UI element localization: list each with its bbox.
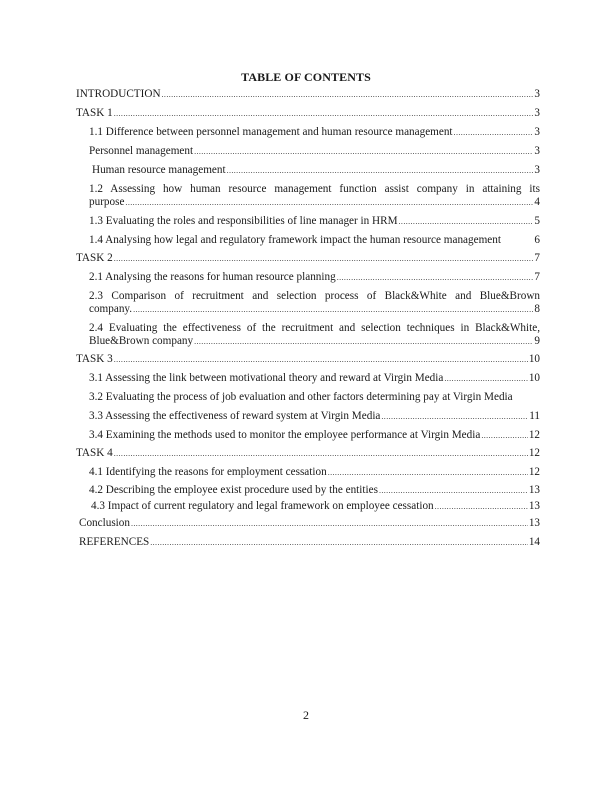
toc-entry-3-1[interactable]	[89, 372, 540, 385]
toc-entry-task-3[interactable]	[76, 353, 540, 366]
toc-entry-1-4[interactable]	[89, 234, 540, 247]
toc-entry-text: TASK 2	[76, 252, 113, 264]
toc-entry-text: 2.1 Analysing the reasons for human resource planning	[89, 271, 336, 283]
toc-entry-text: Conclusion	[79, 517, 130, 529]
toc-entry-personnel-management[interactable]	[89, 145, 540, 158]
toc-entry-4-3[interactable]	[91, 500, 540, 513]
leader-dots	[328, 466, 528, 479]
toc-entry-text-line-1: 1.2 Assessing how human resource management function assist company in attaining its	[89, 183, 540, 195]
leader-dots	[133, 303, 533, 316]
leader-dots	[114, 447, 528, 460]
toc-entry-task-2[interactable]	[76, 252, 540, 265]
toc-entry-text: 4.2 Describing the employee exist procedure used by the entities	[89, 484, 378, 496]
leader-dots	[381, 410, 528, 423]
toc-entry-page: 3	[534, 164, 540, 176]
leader-dots	[399, 215, 534, 228]
toc-entry-page: 12	[528, 429, 540, 441]
leader-dots	[194, 145, 533, 158]
toc-entry-page: 12	[528, 447, 540, 459]
toc-entry-2-4[interactable]	[89, 322, 540, 348]
toc-entry-page: 3	[534, 107, 540, 119]
toc-entry-3-2[interactable]	[89, 391, 540, 404]
toc-entry-page: 4	[534, 196, 540, 208]
toc-entry-text: 1.3 Evaluating the roles and responsibilities of line manager in HRM	[89, 215, 398, 227]
toc-entry-page: 10	[528, 353, 540, 365]
toc-entry-1-3[interactable]	[89, 215, 540, 228]
leader-dots	[481, 429, 527, 442]
toc-entry-1-2[interactable]	[89, 183, 540, 209]
toc-entry-text: REFERENCES	[79, 536, 150, 548]
toc-entry-page: 12	[528, 466, 540, 478]
toc-entry-2-1[interactable]	[89, 271, 540, 284]
toc-entry-page: 14	[528, 536, 540, 548]
leader-dots	[444, 372, 527, 385]
leader-dots	[114, 107, 534, 120]
toc-entry-text: 3.2 Evaluating the process of job evaluation and other factors determining pay at Virgin Media	[89, 391, 513, 403]
toc-entry-page: 7	[534, 252, 540, 264]
toc-entry-page: 6	[534, 234, 540, 246]
toc-entry-text: Blue&Brown company	[89, 335, 194, 347]
toc-entry-4-2[interactable]	[89, 484, 540, 497]
leader-dots	[162, 88, 534, 101]
toc-entry-text: 3.3 Assessing the effectiveness of reward system at Virgin Media	[89, 410, 381, 422]
toc-entry-text: TASK 3	[76, 353, 113, 365]
leader-dots	[379, 484, 528, 497]
toc-entry-text: 1.4 Analysing how legal and regulatory framework impact the human resource management	[89, 234, 501, 246]
toc-entry-page: 13	[528, 500, 540, 512]
toc-entry-page: 11	[529, 410, 540, 422]
toc-entry-conclusion[interactable]	[79, 517, 540, 530]
toc-entry-text: 1.1 Difference between personnel management and human resource management	[89, 126, 453, 138]
toc-entry-page: 13	[528, 484, 540, 496]
leader-dots	[194, 335, 533, 348]
leader-dots	[227, 164, 534, 177]
toc-entry-text: 3.1 Assessing the link between motivational theory and reward at Virgin Media	[89, 372, 444, 384]
toc-entry-human-resource-management[interactable]	[92, 164, 540, 177]
toc-entry-page: 9	[534, 335, 540, 347]
toc-entry-page: 3	[534, 88, 540, 100]
toc-entry-text: 3.4 Examining the methods used to monitor the employee performance at Virgin Media	[89, 429, 481, 441]
toc-entry-page: 10	[528, 372, 540, 384]
toc-entry-text-line-1: 2.3 Comparison of recruitment and selection process of Black&White and Blue&Brown	[89, 290, 540, 302]
leader-dots	[114, 353, 528, 366]
toc-entry-page: 3	[534, 126, 540, 138]
toc-entry-1-1[interactable]	[89, 126, 540, 139]
toc-entry-2-3[interactable]	[89, 290, 540, 316]
toc-entry-4-1[interactable]	[89, 466, 540, 479]
toc-entry-3-3[interactable]	[89, 410, 540, 423]
page-number: 2	[303, 708, 309, 722]
toc-title: TABLE OF CONTENTS	[241, 70, 371, 84]
toc-entry-text: purpose	[89, 196, 125, 208]
toc-entry-page: 13	[528, 517, 540, 529]
leader-dots	[454, 126, 534, 139]
toc-entry-text: company.	[89, 303, 133, 315]
toc-entry-text: Personnel management	[89, 145, 194, 157]
toc-entry-references[interactable]	[79, 536, 540, 549]
leader-dots	[114, 252, 534, 265]
leader-dots	[435, 500, 528, 513]
toc-entry-page: 5	[534, 215, 540, 227]
toc-entry-page: 7	[534, 271, 540, 283]
toc-entry-task-4[interactable]	[76, 447, 540, 460]
toc-entry-text: INTRODUCTION	[76, 88, 161, 100]
toc-entry-text: TASK 4	[76, 447, 113, 459]
leader-dots	[150, 536, 528, 549]
toc-entry-3-4[interactable]	[89, 429, 540, 442]
leader-dots	[131, 517, 528, 530]
toc-entry-page: 3	[534, 145, 540, 157]
toc-entry-text: 4.1 Identifying the reasons for employment cessation	[89, 466, 327, 478]
toc-entry-text: TASK 1	[76, 107, 113, 119]
leader-dots	[337, 271, 534, 284]
toc-entry-text: Human resource management	[92, 164, 226, 176]
toc-entry-introduction[interactable]	[76, 88, 540, 101]
toc-entry-page: 8	[534, 303, 540, 315]
leader-dots	[125, 196, 533, 209]
toc-entry-text-line-1: 2.4 Evaluating the effectiveness of the recruitment and selection techniques in Black&White,	[89, 322, 540, 334]
toc-entry-text: 4.3 Impact of current regulatory and legal framework on employee cessation	[91, 500, 434, 512]
toc-entry-task-1[interactable]	[76, 107, 540, 120]
